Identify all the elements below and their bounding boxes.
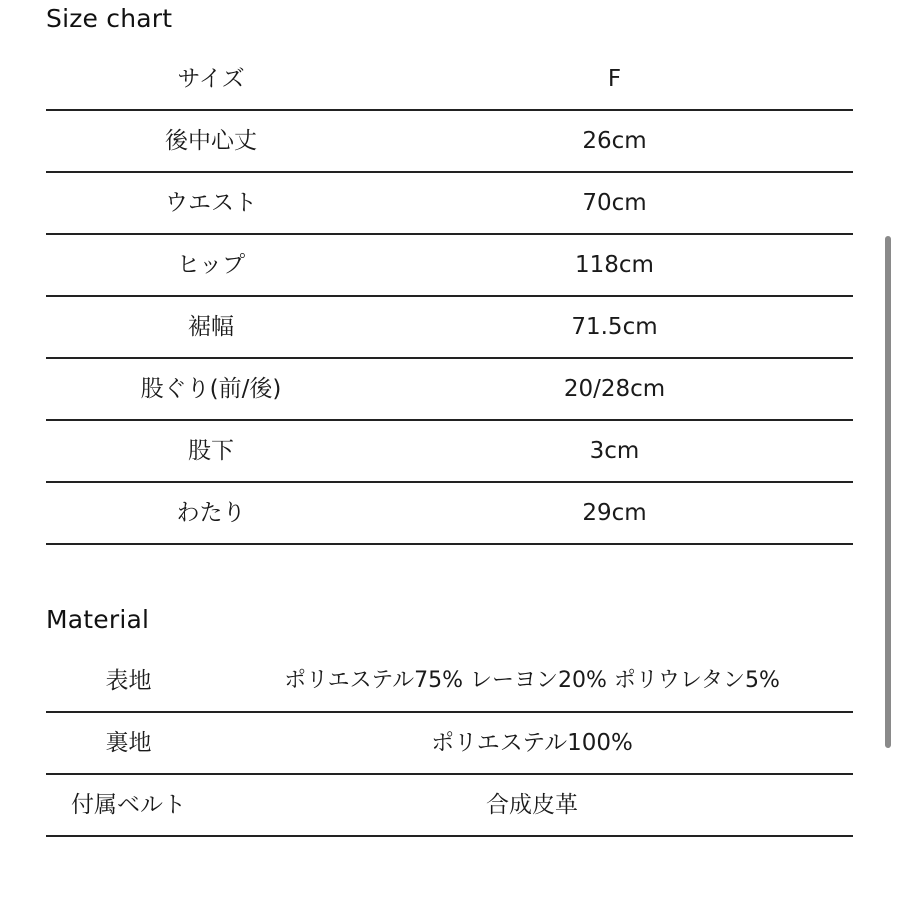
size-header-value: F [607, 66, 622, 92]
size-chart-table [46, 49, 853, 545]
next-section-cutoff [46, 890, 296, 900]
material-part-label: 付属ベルト [71, 792, 186, 818]
material-composition: ポリエステル100% [431, 730, 633, 756]
measurement-value: 29cm [582, 500, 647, 526]
table-row [46, 483, 853, 545]
measurement-value: 118cm [575, 252, 654, 278]
material-composition: ポリエステル75% レーヨン20% ポリウレタン5% [284, 668, 780, 693]
material-table [46, 651, 853, 837]
table-row [46, 651, 853, 713]
table-row [46, 297, 853, 359]
measurement-value: 20/28cm [563, 376, 666, 402]
table-row [46, 235, 853, 297]
measurement-label: 股ぐり(前/後) [140, 376, 282, 402]
measurement-label: 裾幅 [188, 314, 234, 340]
table-row [46, 775, 853, 837]
table-row [46, 421, 853, 483]
measurement-value: 3cm [589, 438, 640, 464]
size-header-label: サイズ [177, 66, 245, 92]
measurement-label: ウエスト [165, 190, 257, 216]
measurement-value: 70cm [582, 190, 647, 216]
measurement-label: わたり [176, 500, 246, 526]
measurement-value: 26cm [582, 128, 647, 154]
table-row [46, 111, 853, 173]
material-title: Material [46, 605, 150, 634]
measurement-label: 股下 [188, 438, 234, 464]
size-header-row [46, 49, 853, 111]
material-part-label: 表地 [105, 668, 152, 694]
table-row [46, 359, 853, 421]
size-chart-title: Size chart [46, 4, 173, 33]
table-row [46, 713, 853, 775]
measurement-value: 71.5cm [571, 314, 658, 340]
table-row [46, 173, 853, 235]
vertical-scrollbar[interactable] [885, 236, 891, 748]
material-part-label: 裏地 [105, 730, 152, 756]
measurement-label: ヒップ [176, 252, 246, 278]
material-composition: 合成皮革 [486, 792, 578, 818]
measurement-label: 後中心丈 [165, 128, 257, 154]
